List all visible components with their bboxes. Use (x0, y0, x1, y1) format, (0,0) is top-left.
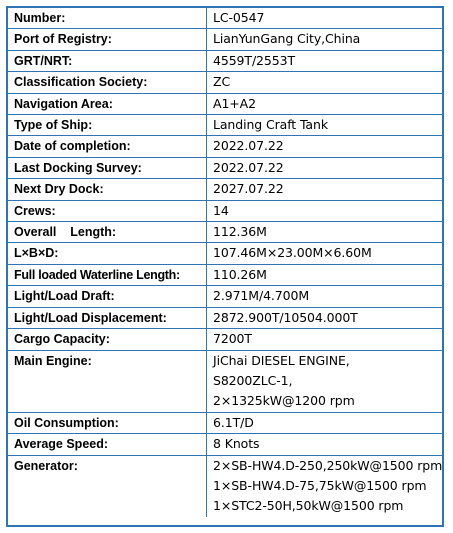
row-label: Navigation Area: (8, 93, 207, 114)
row-label: GRT/NRT: (8, 50, 207, 71)
value-line: 2027.07.22 (213, 181, 284, 197)
value-line: 2×SB-HW4.D-250,250kW@1500 rpm (213, 457, 442, 473)
row-label: Main Engine: (8, 350, 207, 412)
row-label: Light/Load Draft: (8, 286, 207, 307)
value-line: 107.46M×23.00M×6.60M (213, 245, 372, 261)
vessel-spec-table (8, 8, 442, 517)
value-line: 6.1T/D (213, 414, 254, 430)
row-value (207, 434, 443, 455)
value-line: 8 Knots (213, 436, 260, 452)
value-line: 4559T/2553T (213, 52, 296, 68)
row-value (207, 243, 443, 264)
row-value (207, 29, 443, 50)
value-line: 2.971M/4.700M (213, 288, 310, 304)
row-value (207, 350, 443, 412)
value-line: ZC (213, 74, 231, 90)
spec-row-full-loaded-waterline-length (8, 264, 442, 285)
row-value (207, 329, 443, 350)
vessel-spec-table-body (8, 8, 442, 517)
spec-row-date-of-completion (8, 136, 442, 157)
row-label: Last Docking Survey: (8, 157, 207, 178)
vessel-spec-sheet (6, 6, 444, 527)
spec-row-navigation-area (8, 93, 442, 114)
row-value (207, 136, 443, 157)
spec-row-average-speed (8, 434, 442, 455)
value-line: 2022.07.22 (213, 159, 284, 175)
spec-row-classification-society (8, 72, 442, 93)
spec-row-light-load-displacement (8, 307, 442, 328)
value-line: 7200T (213, 331, 252, 347)
value-line: S8200ZLC-1, (213, 372, 293, 388)
row-label: Oil Consumption: (8, 412, 207, 433)
spec-row-grt-nrt (8, 50, 442, 71)
row-label: Type of Ship: (8, 115, 207, 136)
value-line: LianYunGang City,China (213, 31, 361, 47)
row-value (207, 307, 443, 328)
spec-row-light-load-draft (8, 286, 442, 307)
spec-row-cargo-capacity (8, 329, 442, 350)
spec-row-overall-length (8, 222, 442, 243)
row-label: L×B×D: (8, 243, 207, 264)
row-value (207, 50, 443, 71)
row-value (207, 93, 443, 114)
row-value (207, 264, 443, 285)
row-value (207, 455, 443, 517)
row-value (207, 179, 443, 200)
row-value (207, 157, 443, 178)
row-value (207, 8, 443, 29)
spec-row-crews (8, 200, 442, 221)
value-line: 1×STC2-50H,50kW@1500 rpm (213, 498, 404, 514)
row-label: Light/Load Displacement: (8, 307, 207, 328)
value-line: Landing Craft Tank (213, 117, 328, 133)
row-label: Full loaded Waterline Length: (8, 264, 207, 285)
row-value (207, 200, 443, 221)
spec-row-main-engine (8, 350, 442, 412)
row-value (207, 412, 443, 433)
value-line: 14 (213, 202, 229, 218)
row-label: Date of completion: (8, 136, 207, 157)
row-value (207, 72, 443, 93)
row-label: Average Speed: (8, 434, 207, 455)
value-line: 110.26M (213, 266, 267, 282)
value-line: JiChai DIESEL ENGINE, (213, 352, 350, 368)
row-label: Cargo Capacity: (8, 329, 207, 350)
value-line: 2872.900T/10504.000T (213, 309, 358, 325)
spec-row-number (8, 8, 442, 29)
value-line: LC-0547 (213, 10, 265, 25)
row-label: Generator: (8, 455, 207, 517)
row-label: Overall Length: (8, 222, 207, 243)
spec-row-port-of-registry (8, 29, 442, 50)
value-line: 2022.07.22 (213, 138, 284, 154)
value-line: 112.36M (213, 224, 267, 240)
spec-row-generator (8, 455, 442, 517)
row-value (207, 286, 443, 307)
spec-row-oil-consumption (8, 412, 442, 433)
value-line: A1+A2 (213, 95, 256, 111)
row-value (207, 222, 443, 243)
value-line: 2×1325kW@1200 rpm (213, 393, 355, 409)
spec-row-lbd (8, 243, 442, 264)
spec-row-type-of-ship (8, 115, 442, 136)
row-label: Next Dry Dock: (8, 179, 207, 200)
spec-row-last-docking-survey (8, 157, 442, 178)
row-label: Number: (8, 8, 207, 29)
row-value (207, 115, 443, 136)
spec-row-next-dry-dock (8, 179, 442, 200)
row-label: Classification Society: (8, 72, 207, 93)
row-label: Port of Registry: (8, 29, 207, 50)
row-label: Crews: (8, 200, 207, 221)
value-line: 1×SB-HW4.D-75,75kW@1500 rpm (213, 477, 427, 493)
